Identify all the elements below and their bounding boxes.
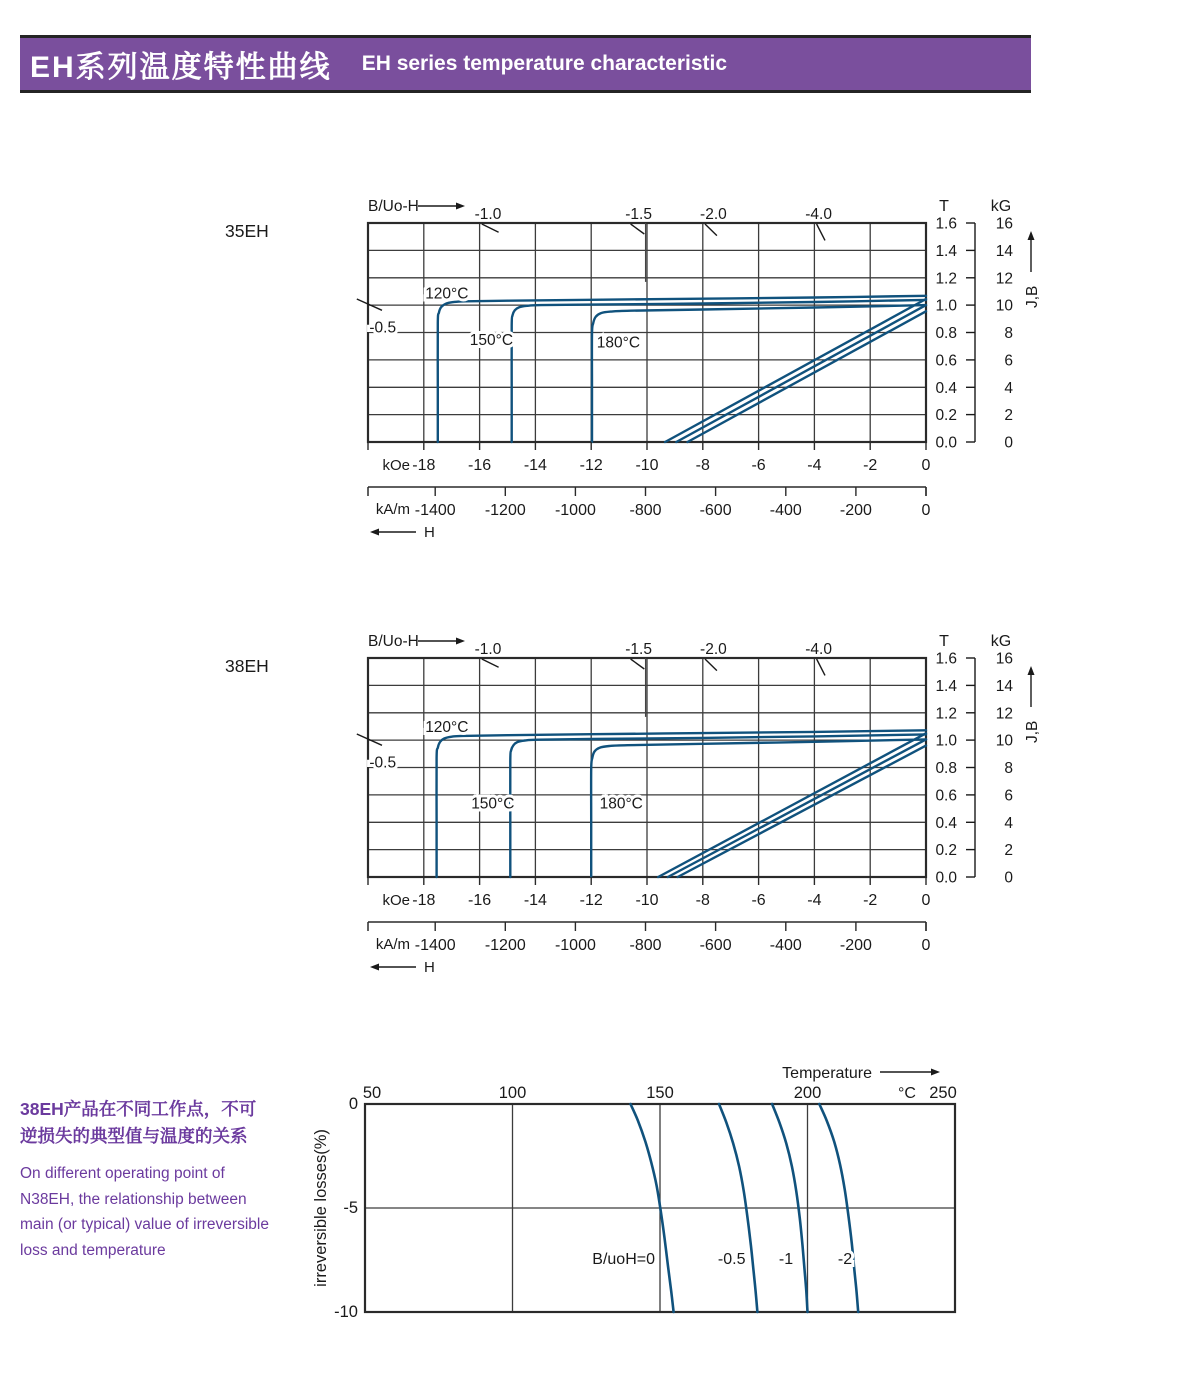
koe-tick-label: -8 <box>695 892 710 909</box>
koe-tick-label: -16 <box>468 457 492 474</box>
kam-tick-label: -1200 <box>484 502 526 519</box>
koe-unit-label: kOe <box>382 892 410 909</box>
temp-tick-label: 50 <box>362 1084 382 1102</box>
load-line-label: -2.0 <box>700 641 727 658</box>
page-title-zh: EH系列温度特性曲线 <box>30 51 332 84</box>
koe-tick-label: -12 <box>579 457 603 474</box>
kam-unit-label: kA/m <box>375 936 410 953</box>
temperature-axis-label: Temperature <box>782 1065 872 1082</box>
kg-tick-label: 8 <box>1004 325 1013 342</box>
loss-curve-label: -1 <box>778 1251 794 1269</box>
koe-tick-label: -18 <box>412 457 436 474</box>
celsius-unit-label: °C <box>898 1085 916 1102</box>
load-line-slash <box>817 224 825 240</box>
kg-tick-label: 6 <box>1004 352 1013 370</box>
kg-tick-label: 0 <box>1004 434 1013 452</box>
koe-unit-label: kOe <box>382 457 410 474</box>
b-curve-120°C <box>658 733 926 877</box>
t-tick-label: 0.2 <box>935 842 957 860</box>
b-uoh-arrow-head <box>456 638 465 645</box>
load-line-slash <box>631 659 645 669</box>
kam-tick-label: -1000 <box>554 502 596 519</box>
side-note-zh-line-2: 逆损失的典型值与温度的关系 <box>20 1126 248 1146</box>
t-tick-label: 0.6 <box>935 787 957 805</box>
koe-tick-label: -8 <box>695 457 710 474</box>
t-tick-label: 0.4 <box>935 814 957 832</box>
t-tick-label: 1.4 <box>935 677 957 695</box>
kam-tick-label: -800 <box>629 937 662 954</box>
temp-tick-label: 150 <box>646 1084 674 1102</box>
b-uoh-arrow-head <box>456 203 465 210</box>
t-tick-label: 1.6 <box>935 215 957 233</box>
t-tick-label: 1.0 <box>935 297 957 315</box>
koe-tick-label: -16 <box>468 892 492 909</box>
load-line-slash <box>631 224 645 234</box>
koe-tick-label: -2 <box>863 457 878 474</box>
load-line-label: -1.5 <box>625 641 652 658</box>
kam-tick-label: -200 <box>839 937 872 954</box>
koe-tick-label: 0 <box>921 457 931 474</box>
b-uoh-label: B/Uo-H <box>368 198 419 215</box>
load-line-label: -1.0 <box>474 641 502 658</box>
kam-tick-label: 0 <box>921 502 931 519</box>
kg-tick-label: 2 <box>1004 842 1013 860</box>
load-line-label: -1.0 <box>474 206 502 223</box>
jb-axis-label: J,B <box>1024 720 1041 743</box>
koe-tick-label: -4 <box>807 457 822 474</box>
koe-tick-label: -14 <box>523 457 547 474</box>
b-curve-180°C <box>688 311 927 442</box>
load-line-label: -4.0 <box>805 641 832 658</box>
load-line-slash <box>482 224 499 232</box>
koe-tick-label: -6 <box>751 892 766 909</box>
koe-tick-label: -2 <box>863 892 878 909</box>
h-axis-label: H <box>424 524 435 541</box>
kam-tick-label: -400 <box>769 937 802 954</box>
b-uoh-label: B/Uo-H <box>368 633 419 650</box>
koe-tick-label: -18 <box>412 892 436 909</box>
t-tick-label: 0.0 <box>935 869 957 887</box>
jb-arrow-head <box>1028 666 1035 675</box>
loss-tick-label: 0 <box>348 1095 358 1113</box>
kam-tick-label: 0 <box>921 937 931 954</box>
temp-tick-label: 200 <box>793 1084 822 1102</box>
temp-label: 150°C <box>469 331 514 349</box>
temp-label: 180°C <box>596 334 641 352</box>
koe-tick-label: -4 <box>807 892 822 909</box>
t-tick-label: 0.0 <box>935 434 957 452</box>
loss-axis-label: irreversible losses(%) <box>312 1129 330 1287</box>
b-curve-150°C <box>668 739 926 877</box>
temp-label: 150°C <box>471 795 515 813</box>
kam-tick-label: -800 <box>629 502 662 519</box>
kam-tick-label: -1400 <box>414 937 456 954</box>
kg-tick-label: 6 <box>1004 787 1013 805</box>
load-line-slash <box>482 659 499 667</box>
kg-tick-label: 12 <box>995 270 1013 288</box>
t-tick-label: 0.2 <box>935 407 957 425</box>
kg-tick-label: 4 <box>1004 379 1013 397</box>
kg-tick-label: 14 <box>995 677 1013 695</box>
side-note-en-line-3: main (or typical) value of irreversible <box>20 1216 269 1233</box>
jb-arrow-head <box>1028 231 1035 240</box>
koe-tick-label: -12 <box>579 892 603 909</box>
load-line-slash <box>705 659 717 671</box>
kam-tick-label: -600 <box>699 502 732 519</box>
kam-unit-label: kA/m <box>375 501 410 518</box>
b-curve-180°C <box>678 746 926 877</box>
side-load-line-label: -0.5 <box>369 754 397 772</box>
kam-tick-label: -1200 <box>484 937 526 954</box>
koe-tick-label: -6 <box>751 457 766 474</box>
loss-chart <box>312 1065 957 1321</box>
demag-chart-35EH <box>225 198 1041 541</box>
kg-tick-label: 4 <box>1004 814 1013 832</box>
kg-tick-label: 10 <box>995 732 1013 750</box>
kam-tick-label: -600 <box>699 937 732 954</box>
kg-header: kG <box>990 633 1012 650</box>
kg-tick-label: 8 <box>1004 760 1013 777</box>
page-title-en: EH series temperature characteristic <box>361 52 728 75</box>
t-tick-label: 1.2 <box>935 705 957 723</box>
kg-tick-label: 2 <box>1004 407 1013 425</box>
koe-tick-label: 0 <box>921 892 931 909</box>
load-line-slash <box>705 224 717 236</box>
loss-curve-label: -0.5 <box>717 1251 746 1269</box>
side-note-zh-line-1: 38EH产品在不同工作点，不可 <box>20 1099 257 1119</box>
kg-tick-label: 16 <box>995 215 1013 233</box>
kg-tick-label: 14 <box>995 242 1013 260</box>
t-tick-label: 0.6 <box>935 352 957 370</box>
koe-tick-label: -14 <box>523 892 547 909</box>
kg-tick-label: 16 <box>995 650 1013 668</box>
t-tick-label: 0.8 <box>935 325 957 342</box>
load-line-label: -2.0 <box>700 206 727 223</box>
h-arrow-head <box>370 529 379 536</box>
kam-tick-label: -1000 <box>554 937 596 954</box>
loss-curve-label: B/uoH=0 <box>592 1251 655 1269</box>
load-line-slash <box>817 659 825 675</box>
side-note-en-line-2: N38EH, the relationship between <box>20 1190 247 1208</box>
b-curve-150°C <box>676 305 926 442</box>
t-tick-label: 1.2 <box>935 270 957 288</box>
temp-label: 120°C <box>425 285 469 303</box>
loss-tick-label: -10 <box>334 1303 358 1321</box>
side-note-en-line-4: loss and temperature <box>20 1241 166 1259</box>
koe-tick-label: -10 <box>635 457 659 474</box>
b-curve-120°C <box>665 299 926 442</box>
kg-header: kG <box>990 198 1012 215</box>
chart-title: 35EH <box>225 221 269 241</box>
loss-curve-label: -2 <box>837 1251 853 1269</box>
loss-tick-label: -5 <box>343 1199 358 1217</box>
temperature-arrow-head <box>931 1069 940 1076</box>
kg-tick-label: 10 <box>995 297 1013 315</box>
jb-axis-label: J,B <box>1024 285 1041 308</box>
t-tick-label: 0.4 <box>935 379 957 397</box>
demag-chart-38EH <box>225 633 1041 976</box>
t-header: T <box>939 633 949 650</box>
kg-tick-label: 0 <box>1004 869 1013 887</box>
kam-tick-label: -1400 <box>414 502 456 519</box>
koe-tick-label: -10 <box>635 892 659 909</box>
t-tick-label: 1.0 <box>935 732 957 750</box>
j-curve-150°C <box>512 300 926 442</box>
temp-label: 180°C <box>599 795 643 813</box>
kam-tick-label: -200 <box>839 502 872 519</box>
t-tick-label: 1.6 <box>935 650 957 668</box>
chart-title: 38EH <box>225 656 269 676</box>
load-line-label: -4.0 <box>805 206 832 223</box>
t-header: T <box>939 198 949 215</box>
h-arrow-head <box>370 964 379 971</box>
kg-tick-label: 12 <box>995 705 1013 723</box>
temp-tick-label: 250 <box>929 1084 957 1102</box>
load-line-label: -1.5 <box>625 206 652 223</box>
temp-tick-label: 100 <box>498 1084 527 1102</box>
h-axis-label: H <box>424 959 435 976</box>
t-tick-label: 0.8 <box>935 760 957 777</box>
side-load-line-label: -0.5 <box>369 319 397 337</box>
side-note-en-line-1: On different operating point of <box>20 1165 225 1182</box>
t-tick-label: 1.4 <box>935 242 957 260</box>
kam-tick-label: -400 <box>769 502 802 519</box>
temp-label: 120°C <box>425 718 469 736</box>
